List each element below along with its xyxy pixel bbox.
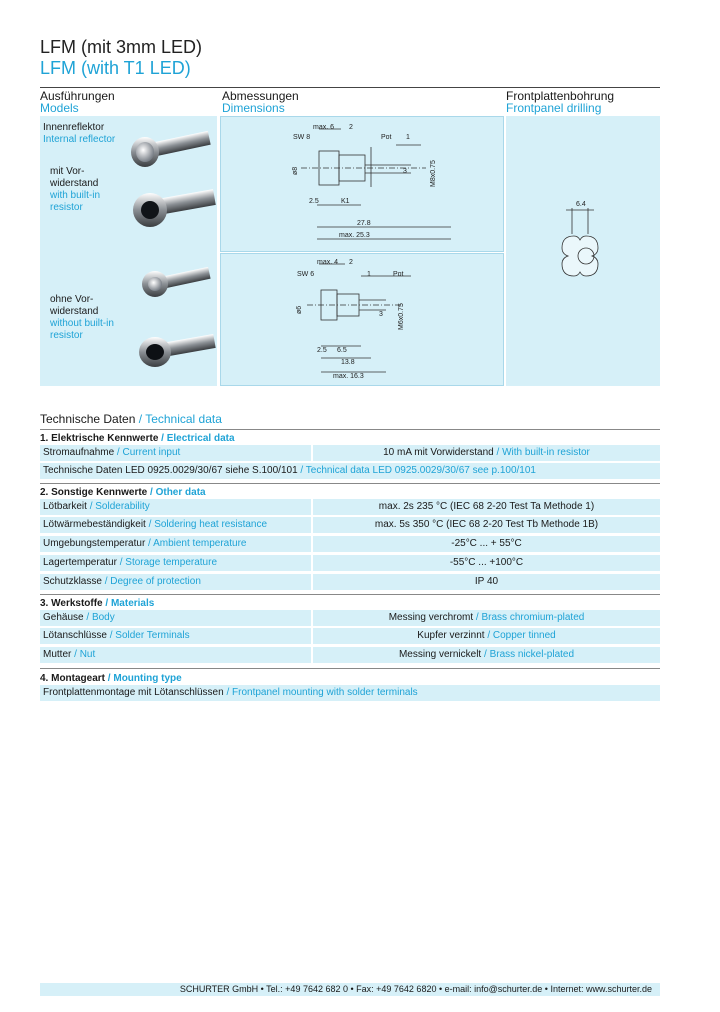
drilling-panel [506,116,660,386]
reflector-label: Innenreflektor Internal reflector [43,122,116,145]
page-subtitle: LFM (with T1 LED) [40,58,191,78]
dim-k1: K1 [341,198,350,205]
dim-3b: 3 [379,311,383,318]
led-holder-reflector-image [131,131,211,167]
dim-max4: max. 4 [317,259,339,266]
section-other-head: 2. Sonstige Kennwerte / Other data [40,487,206,498]
dim-d8: ø8 [292,166,299,175]
col-header-models: Ausführungen Models [40,89,115,115]
dim-max6: max. 6 [313,124,335,131]
product-photos [115,118,217,386]
table-row: Lötbarkeit / Solderability max. 2s 235 °C (IEC 68 2-20 Test Ta Methode 1) [40,499,660,515]
page-title: LFM (mit 3mm LED) [40,37,202,57]
table-row: Mutter / Nut Messing vernickelt / Brass nickel-plated [40,647,660,663]
table-row: Stromaufnahme / Current input 10 mA mit Vorwiderstand / With built-in resistor [40,445,660,461]
tech-data-title: Technische Daten / Technical data [40,412,222,426]
table-row: Lötwärmebeständigkeit / Soldering heat resistance max. 5s 350 °C (IEC 68 2-20 Test Tb Methode 1B) [40,517,660,533]
led-holder-with-resistor-image [133,189,216,227]
table-row: Lagertemperatur / Storage temperature -55°C ... +100°C [40,555,660,571]
col-header-dimensions: Abmessungen Dimensions [222,89,299,115]
table-row: Frontplattenmontage mit Lötanschlüssen / Frontpanel mounting with solder terminals [40,685,660,701]
models-panel [40,116,217,386]
drilling-dim-6-4: 6.4 [576,201,586,208]
dim-6-5: 6.5 [337,347,347,354]
with-resistor-label: mit Vor- widerstand with built-in resistor [50,166,101,213]
section-rule [40,594,660,595]
led-holder-dark-image [139,334,216,367]
technical-drawing-bottom [221,254,503,385]
section-mounting-head: 4. Montageart / Mounting type [40,673,182,684]
table-row: Technische Daten LED 0925.0029/30/67 siehe S.100/101 / Technical data LED 0925.0029/30/67 see p.100/101 [40,463,660,479]
section-rule [40,668,660,669]
header-rule [40,87,660,88]
dim-3: 3 [403,168,407,175]
dimensions-drawing-bottom [220,253,504,386]
table-row: Lötanschlüsse / Solder Terminals Kupfer verzinnt / Copper tinned [40,628,660,644]
section-materials-head: 3. Werkstoffe / Materials [40,598,155,609]
table-row: Umgebungstemperatur / Ambient temperature -25°C ... + 55°C [40,536,660,552]
dim-max16-3: max. 16.3 [333,373,364,380]
dim-2b: 2 [349,259,353,266]
section-rule [40,483,660,484]
section-electrical-head: 1. Elektrische Kennwerte / Electrical data [40,433,235,444]
drilling-cutout-shape [562,236,598,276]
technical-drawing-top [221,117,503,251]
table-row: Gehäuse / Body Messing verchromt / Brass chromium-plated [40,610,660,626]
dim-sw8: SW 8 [293,134,311,141]
table-row: Schutzklasse / Degree of protection IP 40 [40,574,660,590]
dim-2-5b: 2.5 [317,347,327,354]
tech-rule [40,429,660,430]
col-header-drilling: Frontplattenbohrung Frontpanel drilling [506,89,615,115]
dim-2-5: 2.5 [309,198,319,205]
dim-27-8: 27.8 [357,220,371,227]
dim-2: 2 [349,124,353,131]
dim-13-8: 13.8 [341,359,355,366]
footer-contact: SCHURTER GmbH • Tel.: +49 7642 682 0 • Fax: +49 7642 6820 • e-mail: info@schurter.de • Internet: www.schurter.de [40,983,660,996]
without-resistor-label: ohne Vor- widerstand without built-in resistor [50,294,114,341]
dim-sw6: SW 6 [297,271,315,278]
dim-1: 1 [406,134,410,141]
dim-m8: M8x0.75 [430,160,437,187]
led-holder-small-image [142,267,211,297]
dim-pot: Pot [381,134,392,141]
dim-1b: 1 [367,271,371,278]
dim-max25-3: max. 25.3 [339,232,370,239]
dim-d6: ø6 [296,305,303,314]
dim-pot-b: Pot [393,271,404,278]
dimensions-drawing-top [220,116,504,252]
drilling-drawing [506,116,660,386]
dim-m6: M6x0.75 [398,303,405,330]
